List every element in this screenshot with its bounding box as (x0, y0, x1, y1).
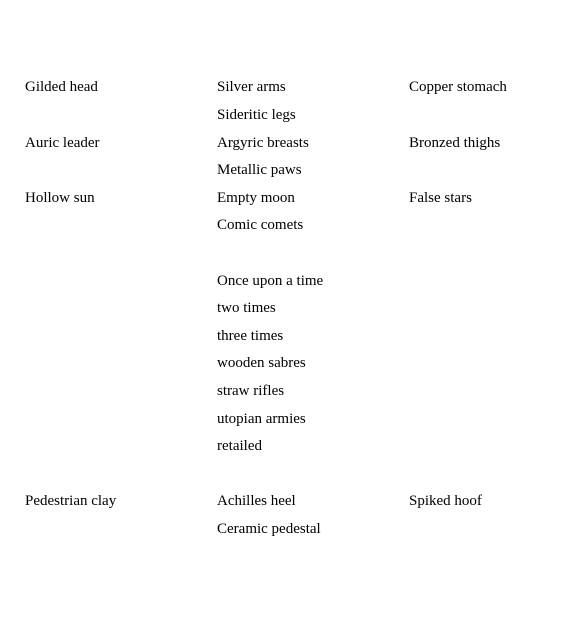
poem-line: Pedestrian clay (25, 493, 117, 509)
poem-line: retailed (217, 438, 262, 454)
poem-line: Bronzed thighs (409, 135, 501, 151)
poem-line: False stars (409, 190, 472, 206)
poem-line: Argyric breasts (217, 135, 309, 151)
poem-line: Metallic paws (217, 162, 302, 178)
poem-line: straw rifles (217, 383, 285, 399)
poem-line: wooden sabres (217, 355, 306, 371)
poem-line: Silver arms (217, 79, 286, 95)
poem-line: utopian armies (217, 411, 306, 427)
poem-line: Comic comets (217, 217, 304, 233)
poem-line: Gilded head (25, 79, 98, 95)
poem-line: three times (217, 328, 284, 344)
poem-line: Sideritic legs (217, 107, 296, 123)
poem-line: Hollow sun (25, 190, 95, 206)
poem-line: Spiked hoof (409, 493, 482, 509)
poem-line: Ceramic pedestal (217, 521, 321, 537)
poem-line: Empty moon (217, 190, 295, 206)
poem-line: Auric leader (25, 135, 100, 151)
poem-line: Once upon a time (217, 273, 324, 289)
poem-line: Copper stomach (409, 79, 507, 95)
poem-line: two times (217, 300, 276, 316)
poem-line: Achilles heel (217, 493, 296, 509)
